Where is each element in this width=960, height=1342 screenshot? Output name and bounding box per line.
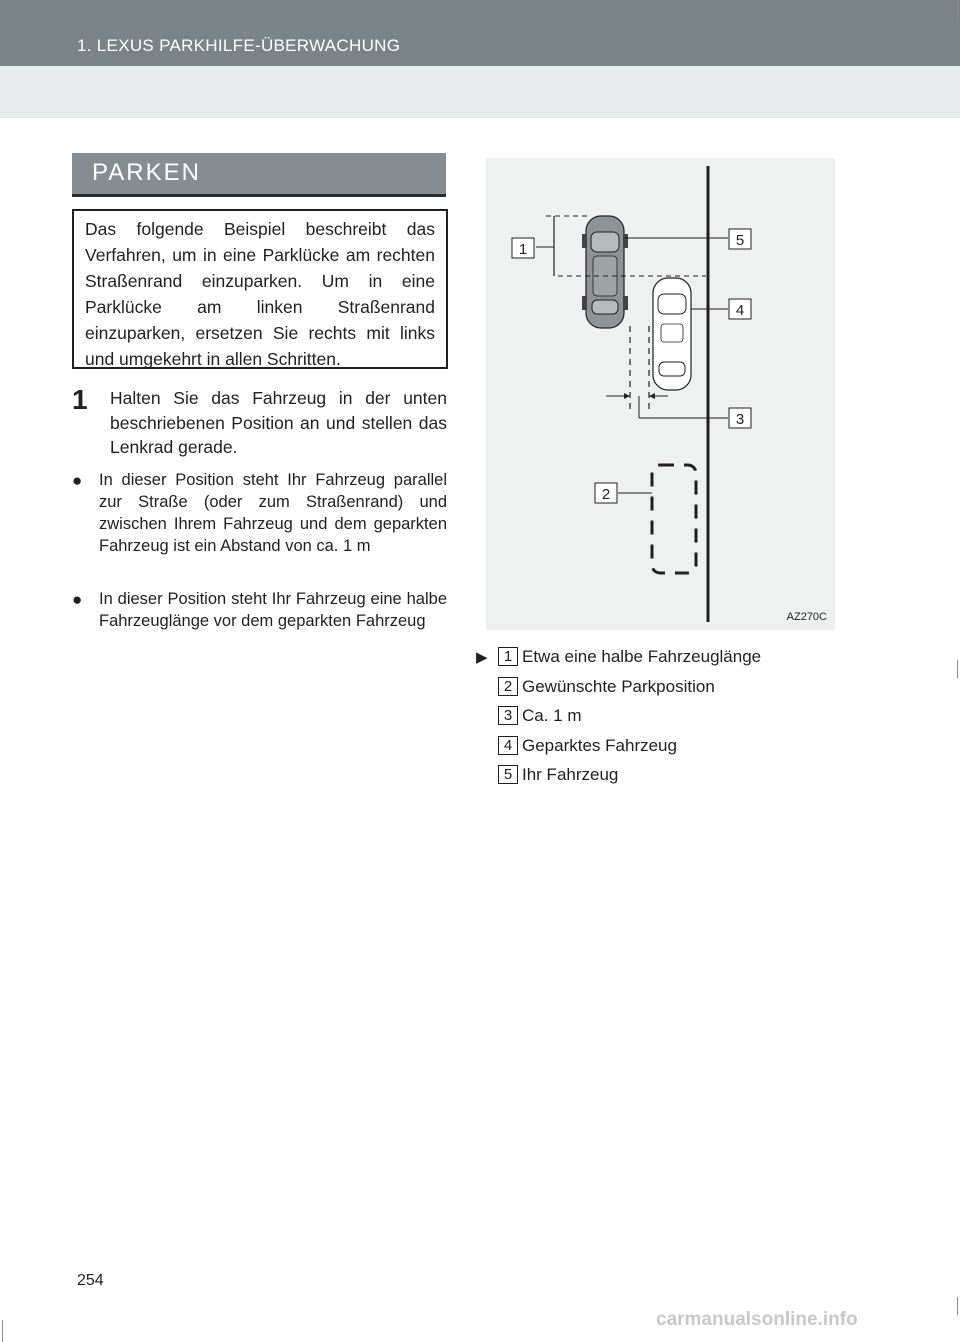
crop-mark bbox=[2, 1320, 3, 1342]
desired-parking-outline bbox=[652, 465, 696, 573]
callout-5 bbox=[729, 229, 751, 249]
legend-number: 4 bbox=[498, 736, 518, 755]
bullet-item bbox=[72, 588, 447, 632]
crop-mark bbox=[957, 660, 958, 678]
bullet-text: In dieser Position steht Ihr Fahrzeug parallel zur Straße (oder zum Straßenrand) und zwischen Ihrem Fahrzeug und dem geparkten Fahrzeug ist ein Abstand von ca. 1 m bbox=[99, 471, 447, 555]
page-number: 254 bbox=[77, 1272, 104, 1289]
step-1 bbox=[72, 386, 447, 460]
figure-code: AZ270C bbox=[786, 611, 827, 623]
callout-1 bbox=[512, 238, 534, 258]
crop-mark bbox=[957, 0, 958, 22]
svg-text:3: 3 bbox=[735, 411, 745, 428]
legend-item bbox=[476, 763, 876, 793]
svg-text:2: 2 bbox=[601, 486, 611, 503]
legend-text: Geparktes Fahrzeug bbox=[522, 735, 677, 755]
bullet-text: In dieser Position steht Ihr Fahrzeug eine halbe Fahrzeuglänge vor dem geparkten Fahrzeug bbox=[99, 590, 447, 630]
legend-number: 5 bbox=[498, 765, 518, 784]
legend-item bbox=[476, 645, 876, 675]
header-subband bbox=[0, 66, 960, 118]
svg-text:1: 1 bbox=[518, 241, 528, 258]
legend-number: 2 bbox=[498, 677, 518, 696]
legend-item bbox=[476, 734, 876, 764]
callout-2 bbox=[595, 483, 617, 503]
legend-text: Ihr Fahrzeug bbox=[522, 765, 619, 784]
parking-diagram-svg bbox=[486, 158, 835, 630]
legend-number: 3 bbox=[498, 706, 518, 725]
callout-3 bbox=[729, 408, 751, 428]
svg-text:4: 4 bbox=[735, 302, 745, 319]
arrow-right-icon: ▶ bbox=[476, 649, 488, 666]
chapter-title: 1. LEXUS PARKHILFE-ÜBERWACHUNG bbox=[77, 36, 401, 55]
callout-4 bbox=[729, 299, 751, 319]
legend-item bbox=[476, 675, 876, 705]
own-car bbox=[582, 216, 628, 328]
section-heading-bar bbox=[72, 153, 446, 197]
parking-diagram bbox=[486, 158, 835, 630]
bullet-icon: ● bbox=[72, 471, 83, 490]
legend-text: Etwa eine halbe Fahrzeuglänge bbox=[522, 647, 762, 666]
legend-item bbox=[476, 704, 876, 734]
step-number: 1 bbox=[72, 384, 88, 415]
legend-number: 1 bbox=[498, 647, 518, 666]
section-title: PARKEN bbox=[92, 159, 201, 186]
intro-box: Das folgende Beispiel beschreibt das Verfahren, um in eine Parklücke am rechten Straßenrand einzuparken. Um in eine Parklücke am linken Straßenrand einzuparken, ersetzen Sie rechts mit links und umgekehrt in allen Schritten. bbox=[72, 209, 448, 369]
step-text: Halten Sie das Fahrzeug in der unten beschriebenen Position an und stellen das Lenkrad gerade. bbox=[110, 388, 447, 457]
figure-legend bbox=[476, 645, 876, 793]
parked-car bbox=[653, 278, 691, 390]
legend-text: Ca. 1 m bbox=[522, 706, 582, 725]
watermark: carmanualsonline.info bbox=[656, 1309, 858, 1330]
legend-text: Gewünschte Parkposition bbox=[522, 676, 715, 696]
svg-text:5: 5 bbox=[735, 232, 745, 249]
header-band bbox=[0, 0, 960, 66]
bullet-icon: ● bbox=[72, 590, 83, 609]
bullet-item bbox=[72, 469, 447, 557]
crop-mark bbox=[957, 1297, 958, 1315]
